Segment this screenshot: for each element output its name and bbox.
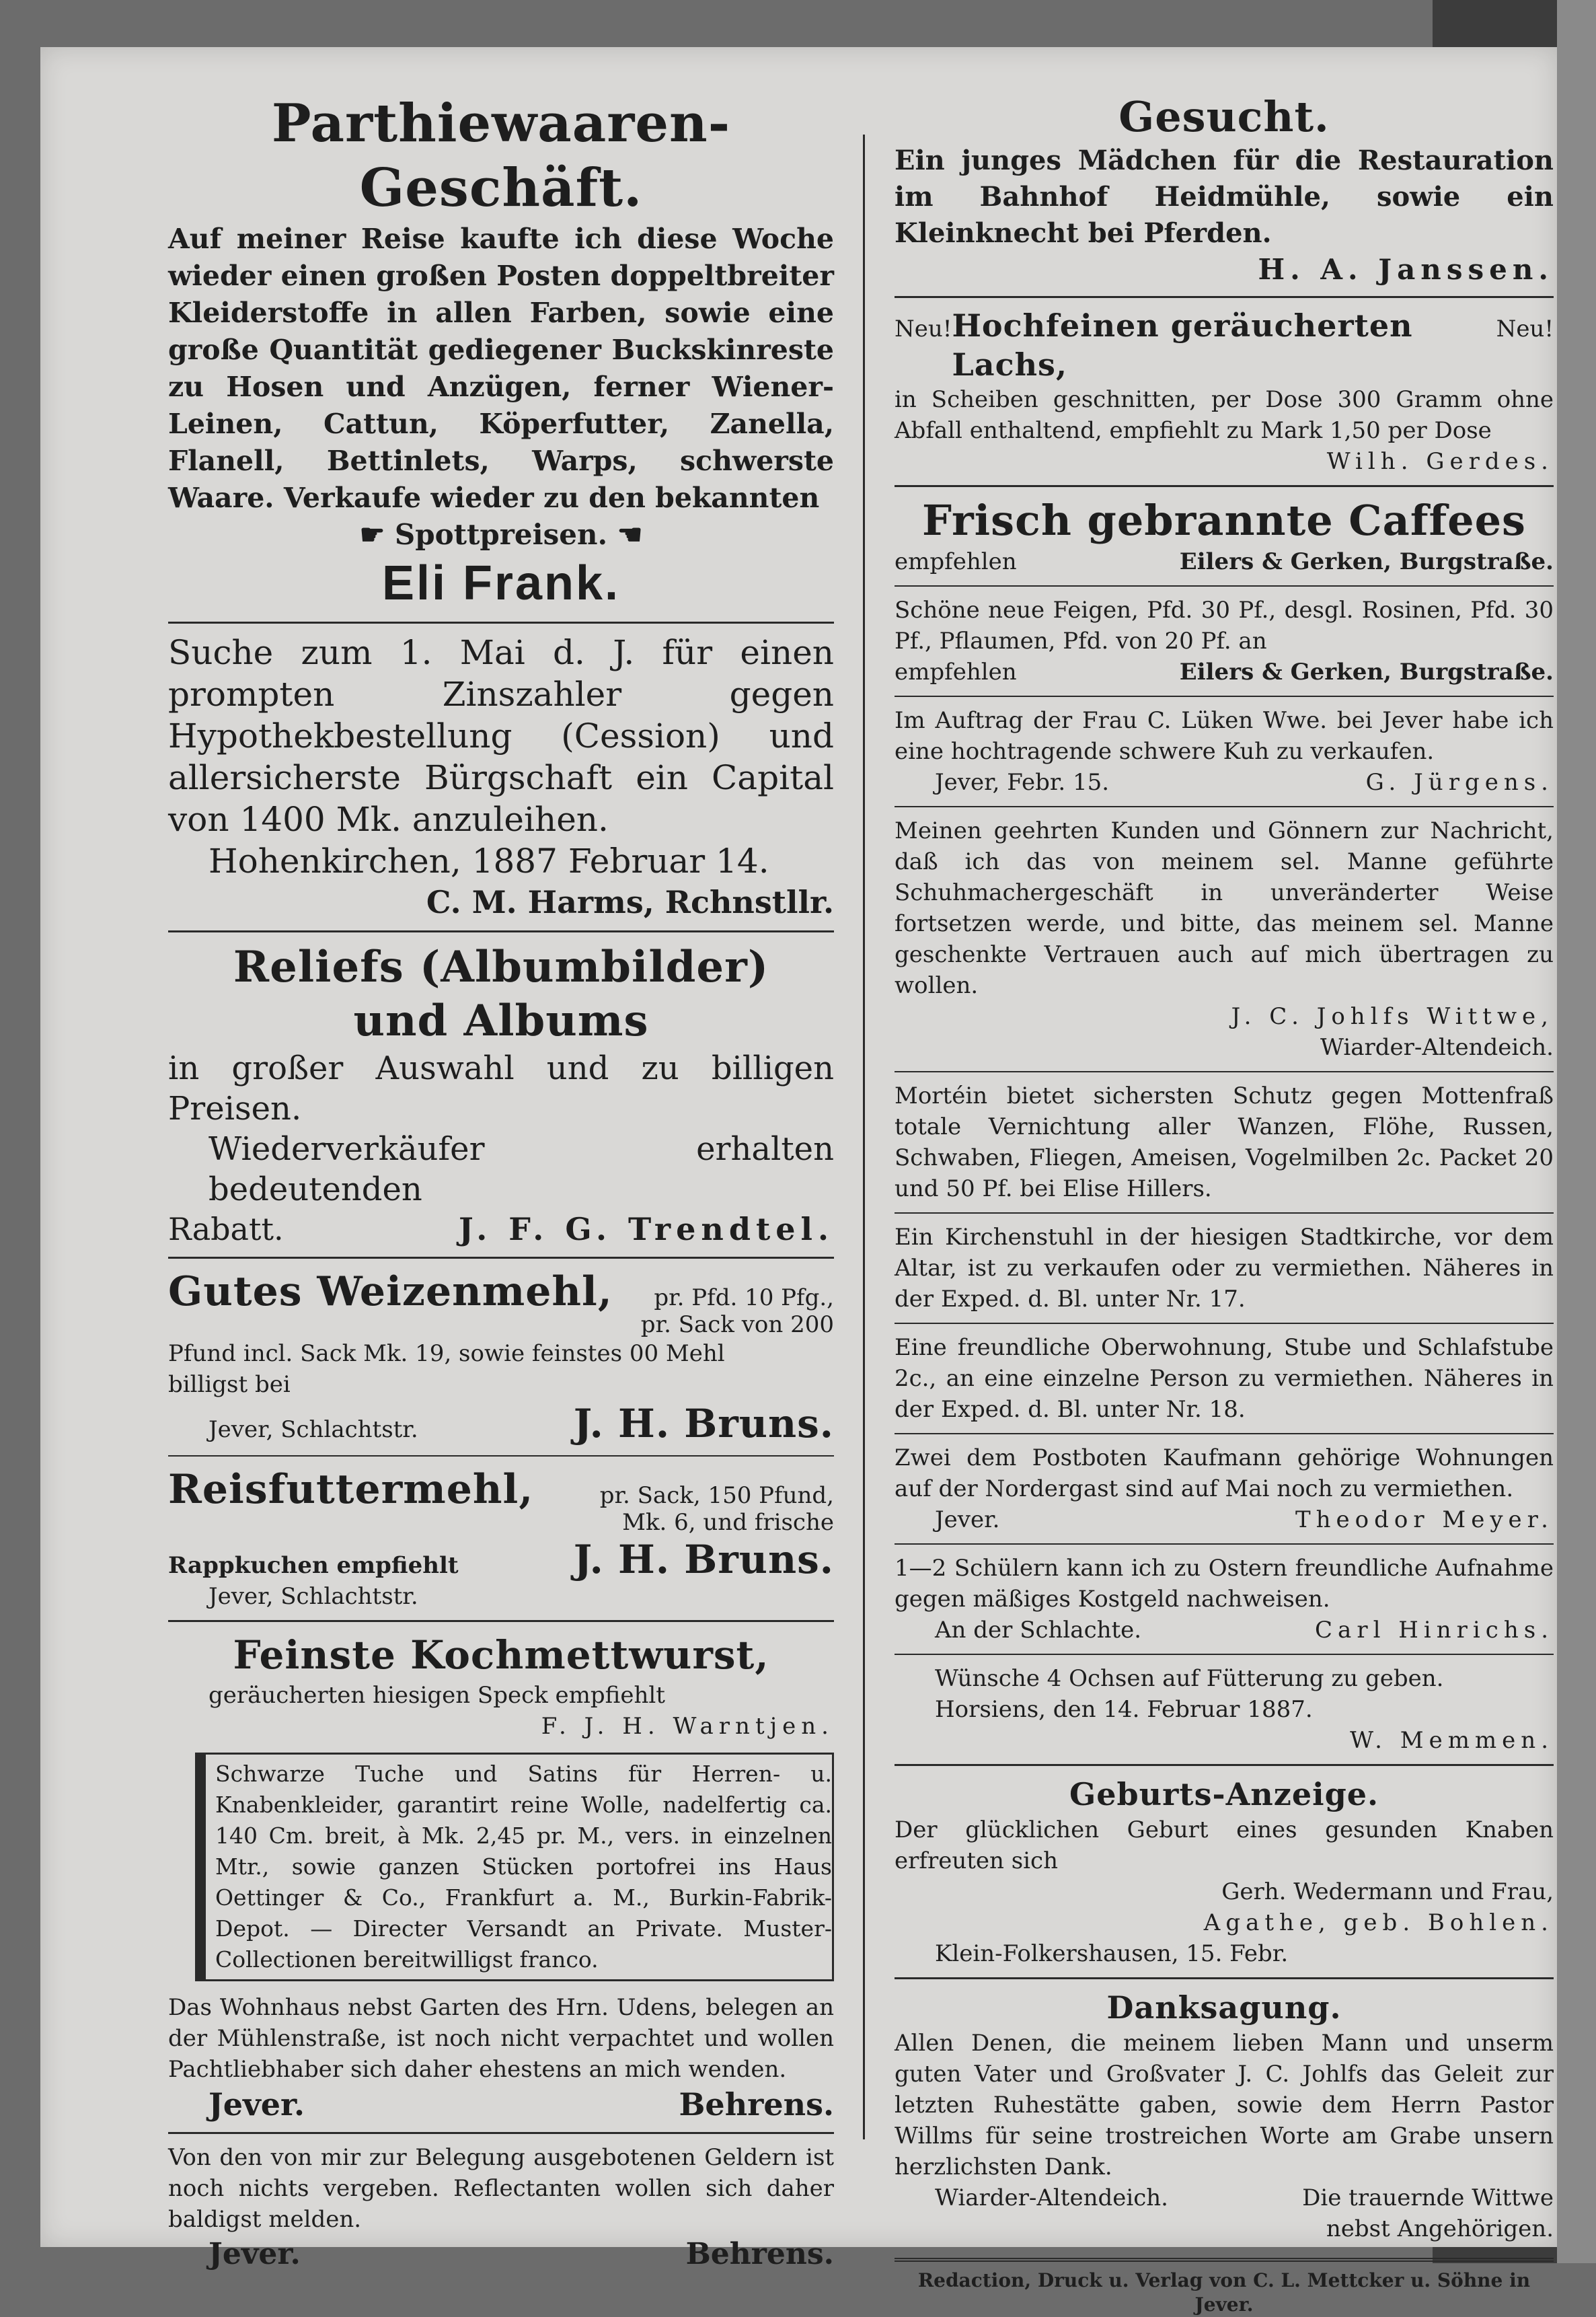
ad-body: Pfund incl. Sack Mk. 19, sowie feinstes 00 Mehl xyxy=(168,1340,725,1367)
ad-schuelern xyxy=(895,1549,1554,1650)
ad-caffees xyxy=(895,491,1554,581)
ad-signature: H. A. Janssen. xyxy=(1258,253,1554,286)
ad-weizenmehl xyxy=(168,1263,834,1451)
ad-body: Mortéin bietet sichersten Schutz gegen Mottenfraß totale Vernichtung aller Wanzen, Flöhe, Russen, Schwaben, Fliegen, Ameisen, Vogelmilben 2c. Packet 20 und 50 Pf. bei Elise Hillers. xyxy=(895,1082,1554,1202)
divider xyxy=(895,1654,1554,1655)
ad-body: geräucherten hiesigen Speck empfiehlt xyxy=(208,1682,665,1709)
ad-signature: Eilers & Gerken, Burgstraße. xyxy=(1179,548,1554,575)
ad-body: Zwei dem Postboten Kaufmann gehörige Wohnungen auf der Nordergast sind auf Mai noch zu vermiethen. xyxy=(895,1444,1554,1502)
ad-signature: Die trauernde Wittwe xyxy=(1302,2184,1554,2211)
ad-place: An der Schlachte. xyxy=(935,1617,1142,1644)
ad-signature: J. F. G. Trendtel. xyxy=(459,1211,834,1247)
ad-kochmettwurst xyxy=(168,1626,834,1746)
ad-body-2: Wiederverkäufer erhalten bedeutenden xyxy=(208,1130,834,1208)
ad-title: Geburts-Anzeige. xyxy=(1069,1776,1379,1812)
column-divider xyxy=(863,135,865,2139)
ad-body: Meinen geehrten Kunden und Gönnern zur Nachricht, daß ich das von meinem sel. Manne geführte Schuhmachergeschäft in unveränderter Weise fortsetzen werde, und bitte, das meinem sel. Manne geschenkte Vertrauen auch auf mich übertragen zu wollen. xyxy=(895,817,1554,999)
ad-signature: Eilers & Gerken, Burgstraße. xyxy=(1179,659,1554,686)
ad-signature: Wilh. Gerdes. xyxy=(1326,448,1554,475)
ad-place xyxy=(168,1550,459,1612)
divider xyxy=(168,1257,834,1259)
ad-signature: Theodor Meyer. xyxy=(1295,1506,1554,1533)
ad-title-row xyxy=(168,1267,834,1338)
left-column xyxy=(168,87,834,2278)
ad-place: Jever, Schlachtstr. xyxy=(208,1416,418,1443)
ad-body: Im Auftrag der Frau C. Lüken Wwe. bei Jever habe ich eine hochtragende schwere Kuh zu verkaufen. xyxy=(895,707,1554,765)
ad-gesucht xyxy=(895,87,1554,292)
ad-text: Rappkuchen empfiehlt xyxy=(168,1552,459,1579)
ad-place: Wiarder-Altendeich. xyxy=(935,2184,1168,2211)
ad-body: Schöne neue Feigen, Pfd. 30 Pf., desgl. Rosinen, Pfd. 30 Pf., Pflaumen, Pfd. von 20 Pf. an xyxy=(895,597,1554,655)
ad-signature-row xyxy=(895,1504,1554,1535)
ad-place-date: Hohenkirchen, 1887 Februar 14. xyxy=(208,842,769,881)
divider xyxy=(168,622,834,624)
ad-title: Hochfeinen geräucherten Lachs, xyxy=(952,307,1413,383)
imprint xyxy=(895,2258,1554,2317)
divider xyxy=(895,696,1554,697)
price-line: Mk. 6, und frische xyxy=(622,1509,834,1536)
ad-signature-row xyxy=(895,767,1554,798)
divider xyxy=(895,1323,1554,1324)
ad-body: Eine freundliche Oberwohnung, Stube und Schlafstube 2c., an eine einzelne Person zu vermiethen. Näheres in der Exped. d. Bl. unter Nr. 18. xyxy=(895,1334,1554,1423)
ad-body: Ein junges Mädchen für die Restauration im Bahnhof Heidmühle, sowie ein Kleinknecht bei Pferden. xyxy=(895,145,1554,249)
divider xyxy=(895,806,1554,807)
ad-place: Jever. xyxy=(935,1506,1000,1533)
ad-schuhmacher xyxy=(895,811,1554,1067)
ad-body: Das Wohnhaus nebst Garten des Hrn. Udens, belegen an der Mühlenstraße, ist noch nicht verpachtet und wollen Pachtliebhaber sich daher ehestens an mich wenden. xyxy=(168,1994,834,2083)
ad-subtitle: und Albums xyxy=(353,996,649,1046)
ad-signature: F. J. H. Warntjen. xyxy=(541,1713,834,1740)
imprint-text: Redaction, Druck u. Verlag von C. L. Mettcker u. Söhne in Jever. xyxy=(917,2269,1531,2316)
ad-signature: J. H. Bruns. xyxy=(573,1537,834,1582)
ad-title: Gutes Weizenmehl, xyxy=(168,1268,613,1315)
divider xyxy=(168,930,834,932)
ad-signature: Behrens. xyxy=(679,2086,834,2123)
ad-wohnungen xyxy=(895,1438,1554,1539)
ad-signature: C. M. Harms, Rchnstllr. xyxy=(426,884,834,920)
ad-text: Jever, Schlachtstr. xyxy=(208,1583,418,1610)
ad-body: Von den von mir zur Belegung ausgebotenen Geldern ist noch nichts vergeben. Reflectanten wollen sich daher baldigst melden. xyxy=(168,2144,834,2233)
divider xyxy=(168,1455,834,1457)
ad-feigen xyxy=(895,591,1554,692)
ad-capital-loan xyxy=(168,628,834,926)
divider xyxy=(168,1620,834,1622)
divider xyxy=(895,585,1554,587)
ad-tail: ☛ Spottpreisen. ☚ xyxy=(359,518,643,551)
ad-body: Auf meiner Reise kaufte ich diese Woche wieder einen großen Posten doppeltbreiter Kleiderstoffe in allen Farben, sowie eine große Quantität gediegener Buckskinreste zu Hosen und Anzügen, ferner Wiener-Leinen, Cattun, Köperfutter, Zanella, Flanell, Bettinlets, Warps, schwerste Waare. Verkaufe wieder zu den bekannten xyxy=(168,223,834,514)
right-column xyxy=(895,87,1554,2317)
ad-signature-row xyxy=(168,1210,834,1249)
ad-wohnhaus xyxy=(168,1988,834,2128)
ad-oberwohnung xyxy=(895,1328,1554,1429)
ad-reliefs xyxy=(168,936,834,1253)
ad-place: Jever. xyxy=(208,2086,305,2123)
ad-signature: Behrens. xyxy=(685,2237,834,2271)
page-edge-strip xyxy=(1557,0,1596,2263)
ad-signature-row xyxy=(895,2182,1554,2213)
ad-title: Reliefs (Albumbilder) xyxy=(233,942,769,992)
ad-geburts-anzeige xyxy=(895,1770,1554,1973)
ad-place: Jever, Febr. 15. xyxy=(935,769,1110,796)
ad-title-row xyxy=(895,306,1554,384)
ad-title: Reisfuttermehl, xyxy=(168,1466,534,1513)
ad-signature: J. H. Bruns. xyxy=(573,1401,834,1446)
ad-title: Feinste Kochmettwurst, xyxy=(233,1632,769,1678)
divider xyxy=(895,296,1554,298)
ad-signature-row xyxy=(168,1536,834,1612)
ad-kuh xyxy=(895,701,1554,802)
ad-body: Schwarze Tuche und Satins für Herren- u. Knabenkleider, garantirt reine Wolle, nadelfertig ca. 140 Cm. breit, à Mk. 2,45 pr. M., vers. in einzelnen Mtr., sowie ganzen Stücken portofrei ins Haus Oettinger & Co., Frankfurt a. M., Burkin-Fabrik-Depot. — Directer Versandt an Private. Muster-Collectionen bereitwilligst franco. xyxy=(215,1761,832,1973)
divider xyxy=(895,1071,1554,1072)
ad-body: Der glücklichen Geburt eines gesunden Knaben erfreuten sich xyxy=(895,1816,1554,1874)
ad-body: Ein Kirchenstuhl in der hiesigen Stadtkirche, vor dem Altar, ist zu verkaufen oder zu vermiethen. Näheres in der Exped. d. Bl. unter Nr. 17. xyxy=(895,1224,1554,1313)
divider xyxy=(168,2132,834,2134)
ad-signature-row xyxy=(168,2085,834,2124)
ad-geldern xyxy=(168,2138,834,2278)
ad-text: empfehlen xyxy=(895,548,1017,575)
price-line: pr. Sack von 200 xyxy=(640,1311,834,1338)
ad-title: Parthiewaaren-Geschäft. xyxy=(271,93,731,219)
ad-parthiewaaren xyxy=(168,87,834,618)
divider xyxy=(895,1543,1554,1545)
divider xyxy=(895,1433,1554,1434)
pointing-hand-icon: ☚ xyxy=(607,518,643,551)
ad-lachs xyxy=(895,302,1554,481)
ad-signature-row xyxy=(168,1400,834,1447)
ad-body: in großer Auswahl und zu billigen Preisen. xyxy=(168,1050,834,1128)
ad-prices xyxy=(600,1482,834,1536)
ad-place: Horsiens, den 14. Februar 1887. xyxy=(935,1696,1313,1723)
ad-signature-place: Wiarder-Altendeich. xyxy=(1320,1034,1554,1061)
ad-title: Gesucht. xyxy=(1118,92,1330,141)
ad-text: empfehlen xyxy=(895,659,1017,686)
ad-body: Suche zum 1. Mai d. J. für einen prompten Zinszahler gegen Hypothekbestellung (Cession) und allersicherste Bürgschaft ein Capital von 1400 Mk. anzuleihen. xyxy=(168,633,834,839)
ad-names-2: Agathe, geb. Bohlen. xyxy=(1203,1909,1554,1936)
ad-title: Danksagung. xyxy=(1106,1989,1342,2026)
ad-signature-2: nebst Angehörigen. xyxy=(1326,2215,1554,2242)
divider xyxy=(895,1212,1554,1214)
ad-body-2: billigst bei xyxy=(168,1371,291,1398)
ad-label-new: Neu! xyxy=(895,316,952,342)
ad-prices xyxy=(641,1284,834,1338)
ad-signature-row xyxy=(895,1615,1554,1646)
ad-label-new: Neu! xyxy=(1496,316,1554,342)
ad-signature-row xyxy=(168,2235,834,2274)
ad-signature: Carl Hinrichs. xyxy=(1315,1617,1554,1644)
ad-body: Allen Denen, die meinem lieben Mann und unserm guten Vater und Großvater J. C. Johlfs das Geleit zur letzten Ruhestätte gaben, sowie dem Herrn Pastor Willms für seine trostreichen Worte am Grabe unsern herzlichsten Dank. xyxy=(895,2030,1554,2180)
ad-body: Wünsche 4 Ochsen auf Fütterung zu geben. xyxy=(935,1665,1444,1692)
pointing-hand-icon: ☛ xyxy=(359,518,395,551)
ad-signature-row xyxy=(895,546,1554,577)
ad-text: Rabatt. xyxy=(168,1211,284,1247)
ad-title: Frisch gebrannte Caffees xyxy=(922,496,1526,545)
ad-signature: W. Memmen. xyxy=(1350,1727,1554,1754)
ad-danksagung xyxy=(895,1983,1554,2248)
ad-place: Jever. xyxy=(208,2237,301,2271)
ad-schwarze-tuche xyxy=(195,1753,834,1981)
ad-body: 1—2 Schülern kann ich zu Ostern freundliche Aufnahme gegen mäßiges Kostgeld nachweisen. xyxy=(895,1555,1554,1613)
ad-signature: J. C. Johlfs Wittwe, xyxy=(1231,1003,1554,1030)
divider xyxy=(895,485,1554,487)
ad-signature: Eli Frank. xyxy=(381,556,621,610)
ad-names: Gerh. Wedermann und Frau, xyxy=(1221,1878,1554,1905)
ad-mortein xyxy=(895,1076,1554,1208)
ad-reisfuttermehl xyxy=(168,1461,834,1616)
ad-title-row xyxy=(168,1465,834,1536)
ad-ochsen xyxy=(895,1659,1554,1760)
ad-kirchenstuhl xyxy=(895,1218,1554,1319)
price-line: pr. Pfd. 10 Pfg., xyxy=(654,1284,834,1311)
ad-signature: G. Jürgens. xyxy=(1365,769,1554,796)
divider xyxy=(895,1977,1554,1979)
ad-place: Klein-Folkershausen, 15. Febr. xyxy=(935,1940,1289,1967)
price-line: pr. Sack, 150 Pfund, xyxy=(599,1482,834,1509)
ad-signature-row xyxy=(895,657,1554,688)
ad-body: in Scheiben geschnitten, per Dose 300 Gramm ohne Abfall enthaltend, empfiehlt zu Mark 1,50 per Dose xyxy=(895,386,1554,444)
divider xyxy=(895,1764,1554,1766)
